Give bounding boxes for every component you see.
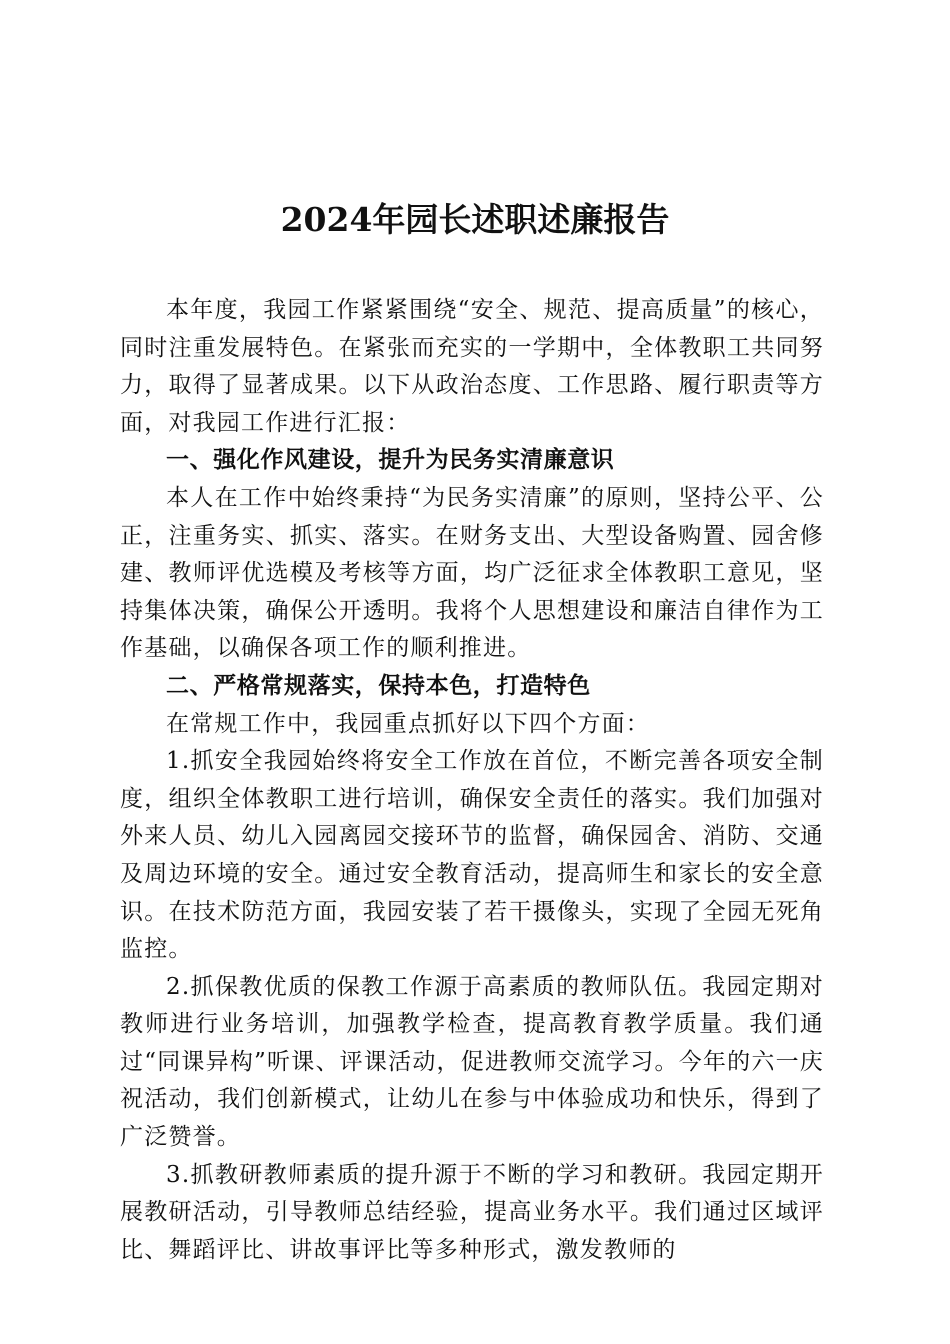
safety-paragraph: 1.抓安全我园始终将安全工作放在首位，不断完善各项安全制度，组织全体教职工进行培训，确保安全责任的落实。我们加强对外来人员、幼儿入园离园交接环节的监督，确保园舍、消防、交通及周边环境的安全。通过安全教育活动，提高师生和家长的安全意识。在技术防范方面，我园安装了若干摄像头，实现了全园无死角监控。 bbox=[120, 748, 824, 963]
section-heading-1: 一、强化作风建设，提升为民务实清廉意识 bbox=[166, 447, 615, 474]
research-paragraph: 3.抓教研教师素质的提升源于不断的学习和教研。我园定期开展教研活动，引导教师总结经验，提高业务水平。我们通过区域评比、舞蹈评比、讲故事评比等多种形式，激发教师的 bbox=[120, 1161, 824, 1263]
section-heading-2: 二、严格常规落实，保持本色，打造特色 bbox=[166, 672, 591, 699]
document-title: 2024年园长述职述廉报告 bbox=[280, 200, 670, 239]
section-1-paragraph: 本人在工作中始终秉持“为民务实清廉”的原则，坚持公平、公正，注重务实、抓实、落实。在财务支出、大型设备购置、园舍修建、教师评优选模及考核等方面，均广泛征求全体教职工意见，坚持集体决策，确保公开透明。我将个人思想建设和廉洁自律作为工作基础，以确保各项工作的顺利推进。 bbox=[120, 484, 824, 662]
education-paragraph: 2.抓保教优质的保教工作源于高素质的教师队伍。我园定期对教师进行业务培训，加强教学检查，提高教育教学质量。我们通过“同课异构”听课、评课活动，促进教师交流学习。今年的六一庆祝活动，我们创新模式，让幼儿在参与中体验成功和快乐，得到了广泛赞誉。 bbox=[120, 973, 824, 1151]
document-body bbox=[120, 292, 824, 1269]
intro-paragraph: 本年度，我园工作紧紧围绕“安全、规范、提高质量”的核心，同时注重发展特色。在紧张而充实的一学期中，全体教职工共同努力，取得了显著成果。以下从政治态度、工作思路、履行职责等方面，对我园工作进行汇报： bbox=[120, 297, 824, 436]
section-2-intro-paragraph: 在常规工作中，我园重点抓好以下四个方面： bbox=[166, 710, 650, 737]
